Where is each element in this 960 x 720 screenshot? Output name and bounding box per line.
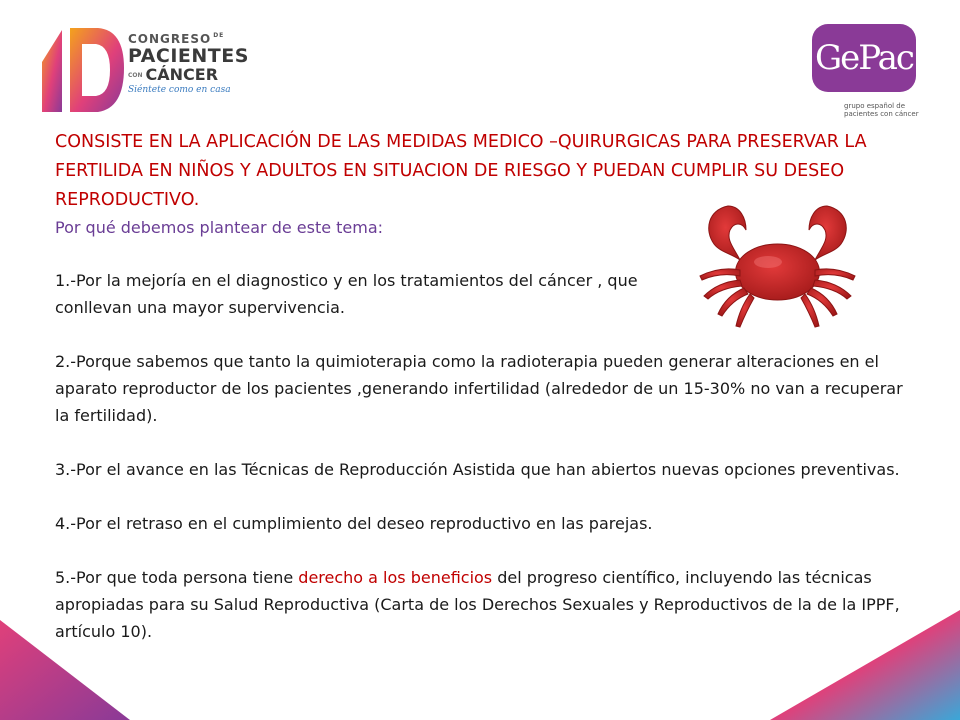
- point-5-start: 5.-Por que toda persona tiene: [55, 568, 299, 587]
- point-5-end: del progreso científico, incluyendo las técnicas apropiadas para su Salud Reproductiva (Carta de los Derechos Sexuales y Reproductivos de la de la IPPF, artículo 10).: [55, 568, 900, 641]
- point-3: 3.-Por el avance en las Técnicas de Reproducción Asistida que han abiertos nuevas opciones preventivas.: [55, 460, 900, 479]
- congreso-tagline: Siéntete como en casa: [128, 84, 231, 95]
- gepac-caption-line2: pacientes con cáncer: [844, 110, 919, 118]
- gepac-caption: [844, 102, 919, 118]
- point-2: 2.-Porque sabemos que tanto la quimioterapia como la radioterapia pueden generar alteraciones en el aparato reproductor de los pacientes ,generando infertilidad (alrededor de un 15-30% no van a recuperar la fertilidad).: [55, 352, 903, 425]
- point-5: [55, 564, 915, 645]
- intro-statement: CONSISTE EN LA APLICACIÓN DE LAS MEDIDAS MEDICO –QUIRURGICAS PARA PRESERVAR LA FERTILIDA EN NIÑOS Y ADULTOS EN SITUACION DE RIESGO Y PUEDAN CUMPLIR SU DESEO REPRODUCTIVO.: [55, 132, 867, 210]
- congreso-10-logo-mark: [40, 22, 126, 118]
- gepac-caption-line1: grupo español de: [844, 102, 906, 110]
- gepac-logo: [808, 24, 920, 124]
- congreso-con: CON: [128, 71, 143, 79]
- congreso-de: DE: [213, 32, 225, 39]
- congreso-pacientes: PACIENTES: [128, 45, 249, 67]
- congreso-logo: [40, 22, 250, 122]
- point-1: 1.-Por la mejoría en el diagnostico y en los tratamientos del cáncer , que conllevan una mayor supervivencia.: [55, 271, 638, 317]
- slide-content: [55, 128, 915, 672]
- congreso-cancer: CÁNCER: [145, 65, 219, 84]
- gepac-wordmark: GePac: [815, 38, 913, 78]
- congreso-title: CONGRESO: [128, 32, 212, 46]
- point-4: 4.-Por el retraso en el cumplimiento del deseo reproductivo en las parejas.: [55, 514, 653, 533]
- why-heading: Por qué debemos plantear de este tema:: [55, 218, 384, 237]
- gepac-badge: [812, 24, 916, 92]
- point-5-highlight: derecho a los beneficios: [298, 568, 493, 587]
